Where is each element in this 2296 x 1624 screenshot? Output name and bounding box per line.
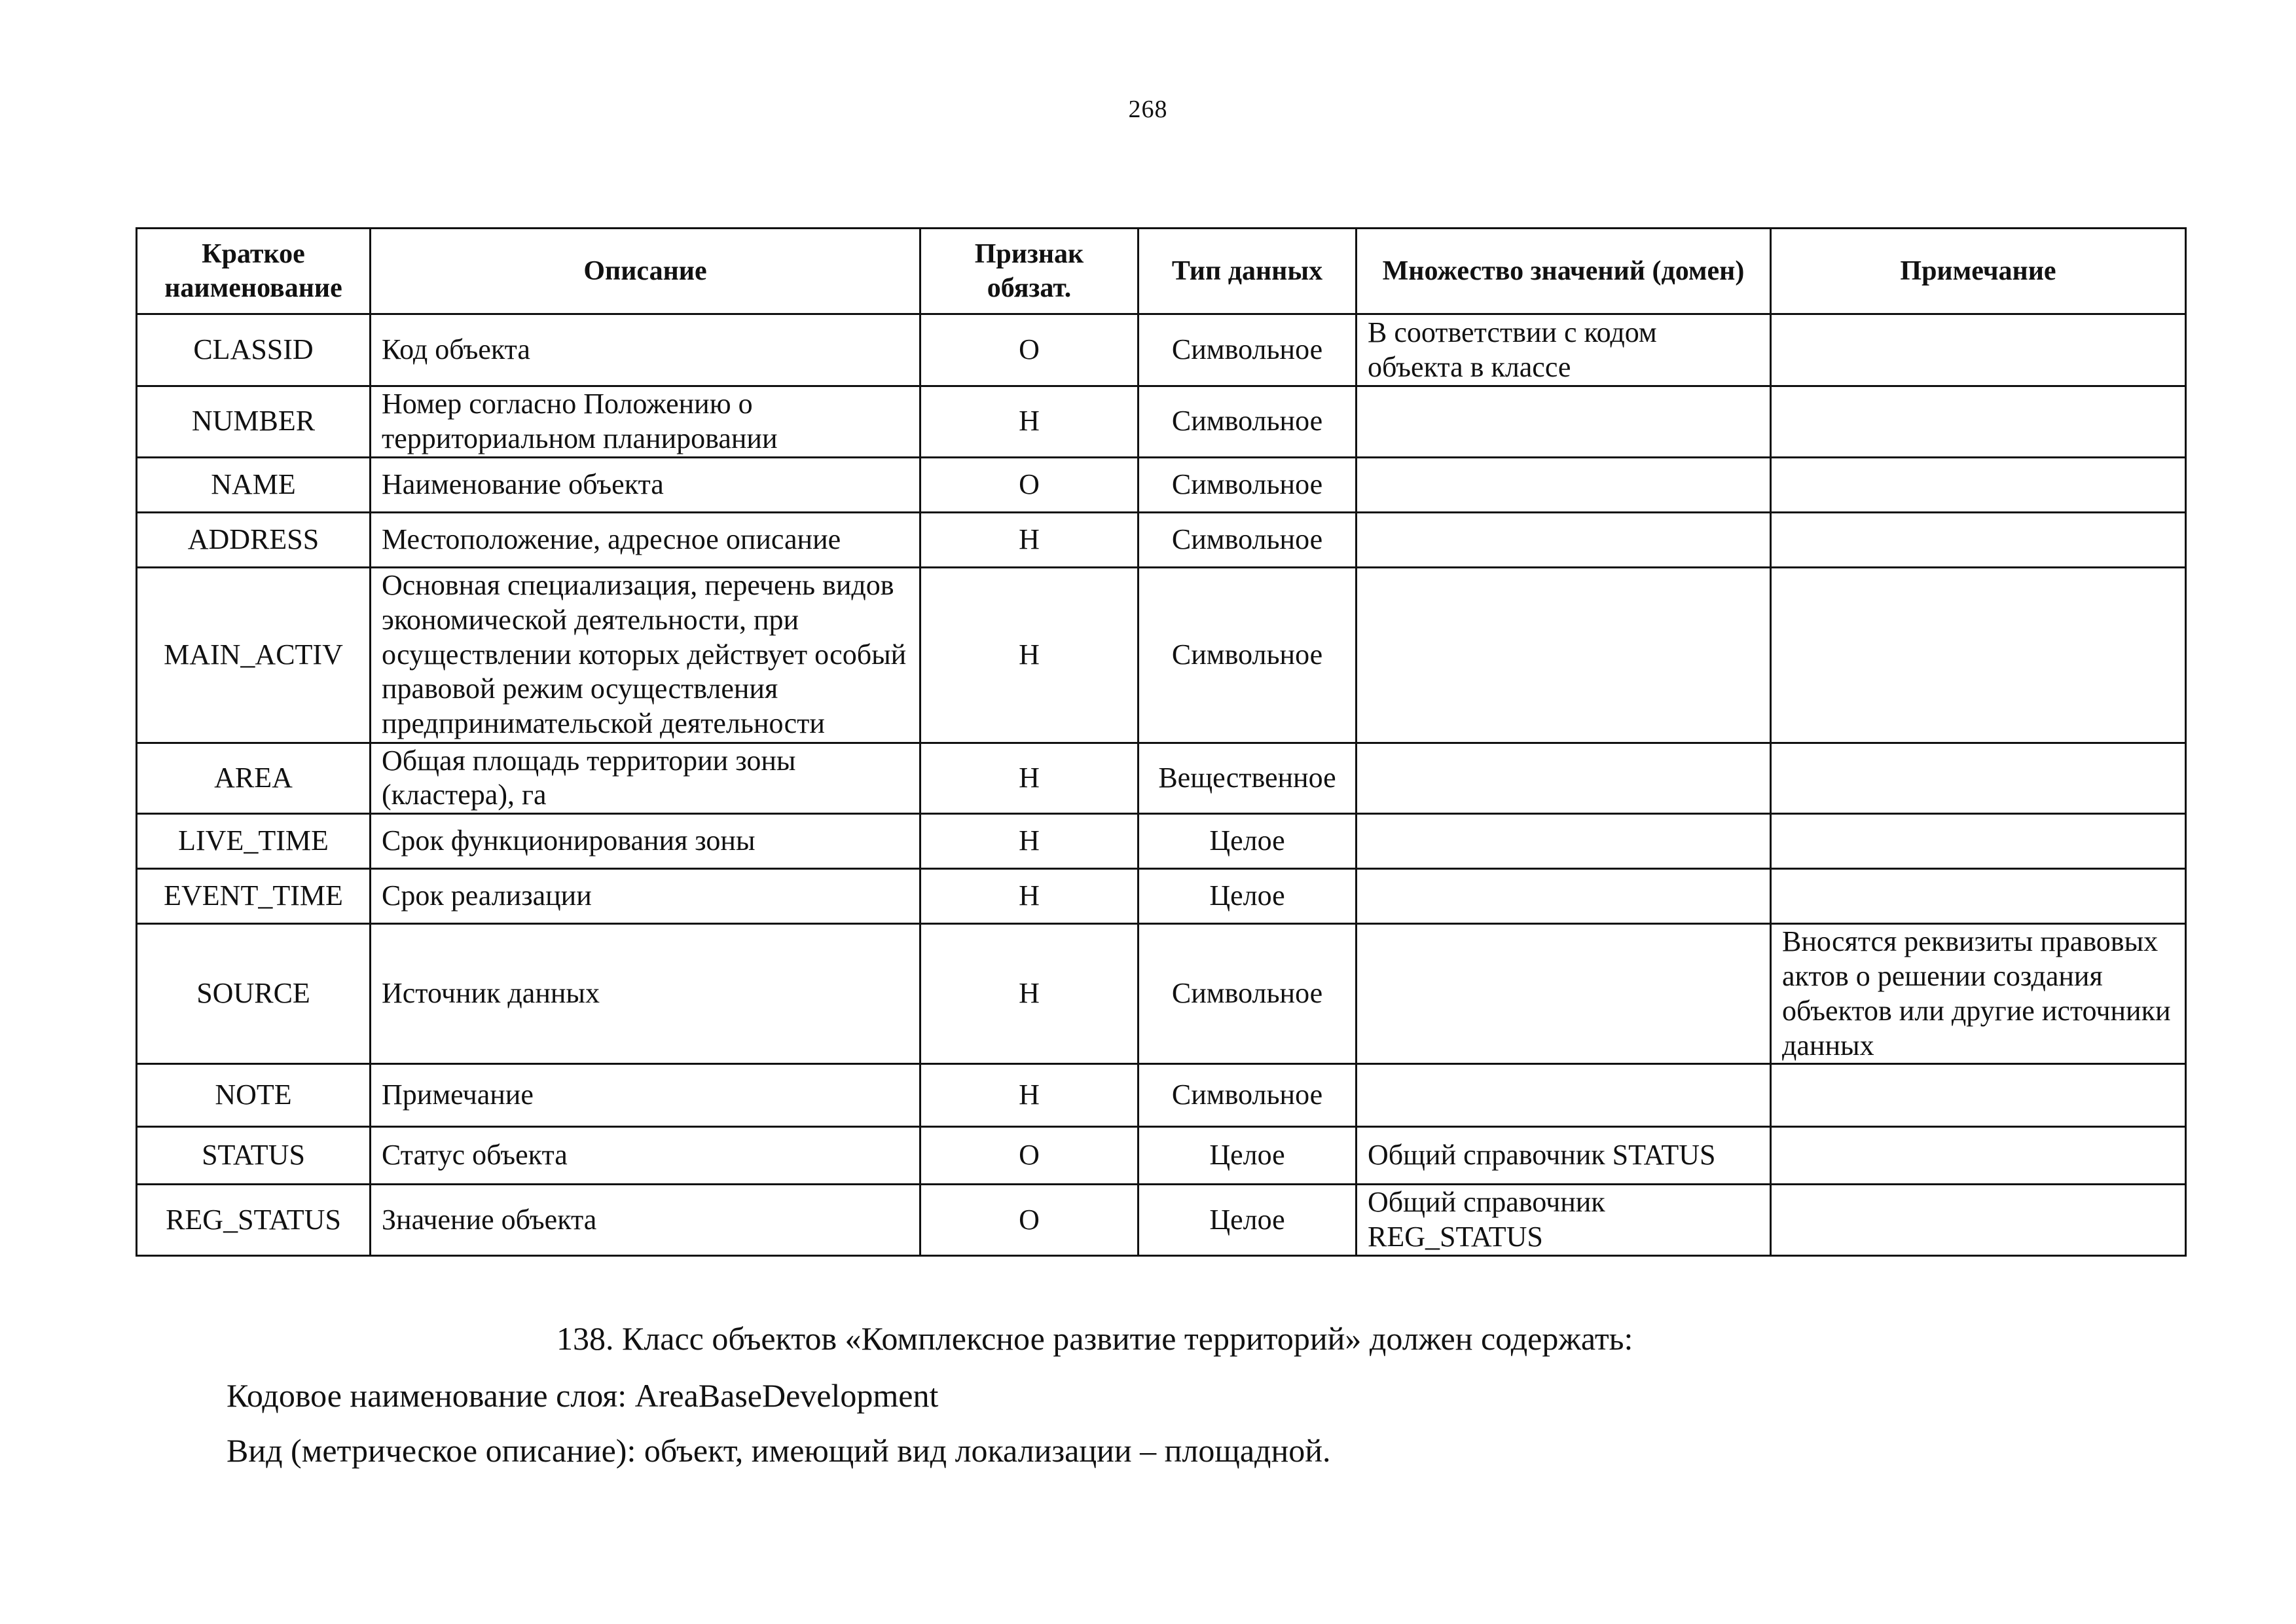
cell-description: Статус объекта [371,1127,920,1185]
cell-required: О [920,314,1139,386]
table-row [137,386,2186,458]
cell-required: Н [920,924,1139,1064]
cell-required: Н [920,512,1139,567]
cell-description: Наименование объекта [371,457,920,512]
cell-code: REG_STATUS [137,1185,371,1256]
table-row [137,512,2186,567]
cell-domain [1357,567,1771,743]
cell-domain [1357,386,1771,458]
cell-code: STATUS [137,1127,371,1185]
cell-required: Н [920,814,1139,869]
cell-domain [1357,924,1771,1064]
section-heading: 138. Класс объектов «Комплексное развитие территорий» должен содержать: [556,1320,1633,1357]
cell-type: Целое [1139,1127,1357,1185]
cell-note [1771,1185,2186,1256]
cell-type: Символьное [1139,457,1357,512]
cell-type: Целое [1139,869,1357,924]
cell-type: Целое [1139,814,1357,869]
cell-code: NAME [137,457,371,512]
cell-required: О [920,1185,1139,1256]
cell-type: Вещественное [1139,743,1357,814]
cell-description: Местоположение, адресное описание [371,512,920,567]
cell-code: NUMBER [137,386,371,458]
cell-note [1771,314,2186,386]
cell-note [1771,567,2186,743]
cell-domain [1357,457,1771,512]
cell-code: AREA [137,743,371,814]
cell-required: Н [920,1064,1139,1127]
table-row [137,1127,2186,1185]
cell-description: Примечание [371,1064,920,1127]
cell-required: О [920,457,1139,512]
cell-type: Целое [1139,1185,1357,1256]
cell-type: Символьное [1139,512,1357,567]
table-row [137,1185,2186,1256]
cell-description: Основная специализация, перечень видов экономической деятельности, при осуществлении которых действует особый правовой режим осуществления предпринимательской деятельности [371,567,920,743]
table-row [137,924,2186,1064]
cell-note [1771,512,2186,567]
header-required-flag: Признак обязат. [920,229,1139,314]
cell-description: Общая площадь территории зоны (кластера), га [371,743,920,814]
cell-required: Н [920,386,1139,458]
cell-note [1771,869,2186,924]
cell-domain [1357,743,1771,814]
cell-required: О [920,1127,1139,1185]
cell-description: Значение объекта [371,1185,920,1256]
header-description: Описание [371,229,920,314]
cell-note [1771,743,2186,814]
cell-domain: В соответствии с кодом объекта в классе [1357,314,1771,386]
table-header-row [137,229,2186,314]
cell-code: NOTE [137,1064,371,1127]
cell-note [1771,1127,2186,1185]
layer-code-line: Кодовое наименование слоя: AreaBaseDevelopment [227,1377,939,1414]
cell-type: Символьное [1139,567,1357,743]
cell-description: Источник данных [371,924,920,1064]
table-row [137,743,2186,814]
cell-domain [1357,512,1771,567]
table-row [137,314,2186,386]
cell-code: EVENT_TIME [137,869,371,924]
cell-code: LIVE_TIME [137,814,371,869]
cell-type: Символьное [1139,386,1357,458]
cell-description: Срок реализации [371,869,920,924]
cell-code: CLASSID [137,314,371,386]
cell-domain [1357,869,1771,924]
table-row [137,814,2186,869]
cell-type: Символьное [1139,314,1357,386]
cell-domain: Общий справочник REG_STATUS [1357,1185,1771,1256]
cell-required: Н [920,869,1139,924]
cell-domain [1357,814,1771,869]
cell-code: MAIN_ACTIV [137,567,371,743]
cell-type: Символьное [1139,1064,1357,1127]
cell-required: Н [920,743,1139,814]
table-row [137,1064,2186,1127]
table-row [137,457,2186,512]
cell-note [1771,457,2186,512]
cell-type: Символьное [1139,924,1357,1064]
cell-description: Срок функционирования зоны [371,814,920,869]
header-value-domain: Множество значений (домен) [1357,229,1771,314]
header-short-name: Краткое наименование [137,229,371,314]
attribute-table [136,227,2187,1257]
cell-note [1771,386,2186,458]
cell-note [1771,814,2186,869]
table-row [137,567,2186,743]
table-row [137,869,2186,924]
cell-code: ADDRESS [137,512,371,567]
header-note: Примечание [1771,229,2186,314]
geometry-kind-line: Вид (метрическое описание): объект, имеющий вид локализации – площадной. [227,1432,1331,1469]
cell-domain [1357,1064,1771,1127]
cell-note [1771,1064,2186,1127]
header-data-type: Тип данных [1139,229,1357,314]
cell-domain: Общий справочник STATUS [1357,1127,1771,1185]
cell-note: Вносятся реквизиты правовых актов о решении создания объектов или другие источники данных [1771,924,2186,1064]
cell-required: Н [920,567,1139,743]
cell-code: SOURCE [137,924,371,1064]
cell-description: Номер согласно Положению о территориальном планировании [371,386,920,458]
page-number: 268 [1128,96,1168,123]
cell-description: Код объекта [371,314,920,386]
